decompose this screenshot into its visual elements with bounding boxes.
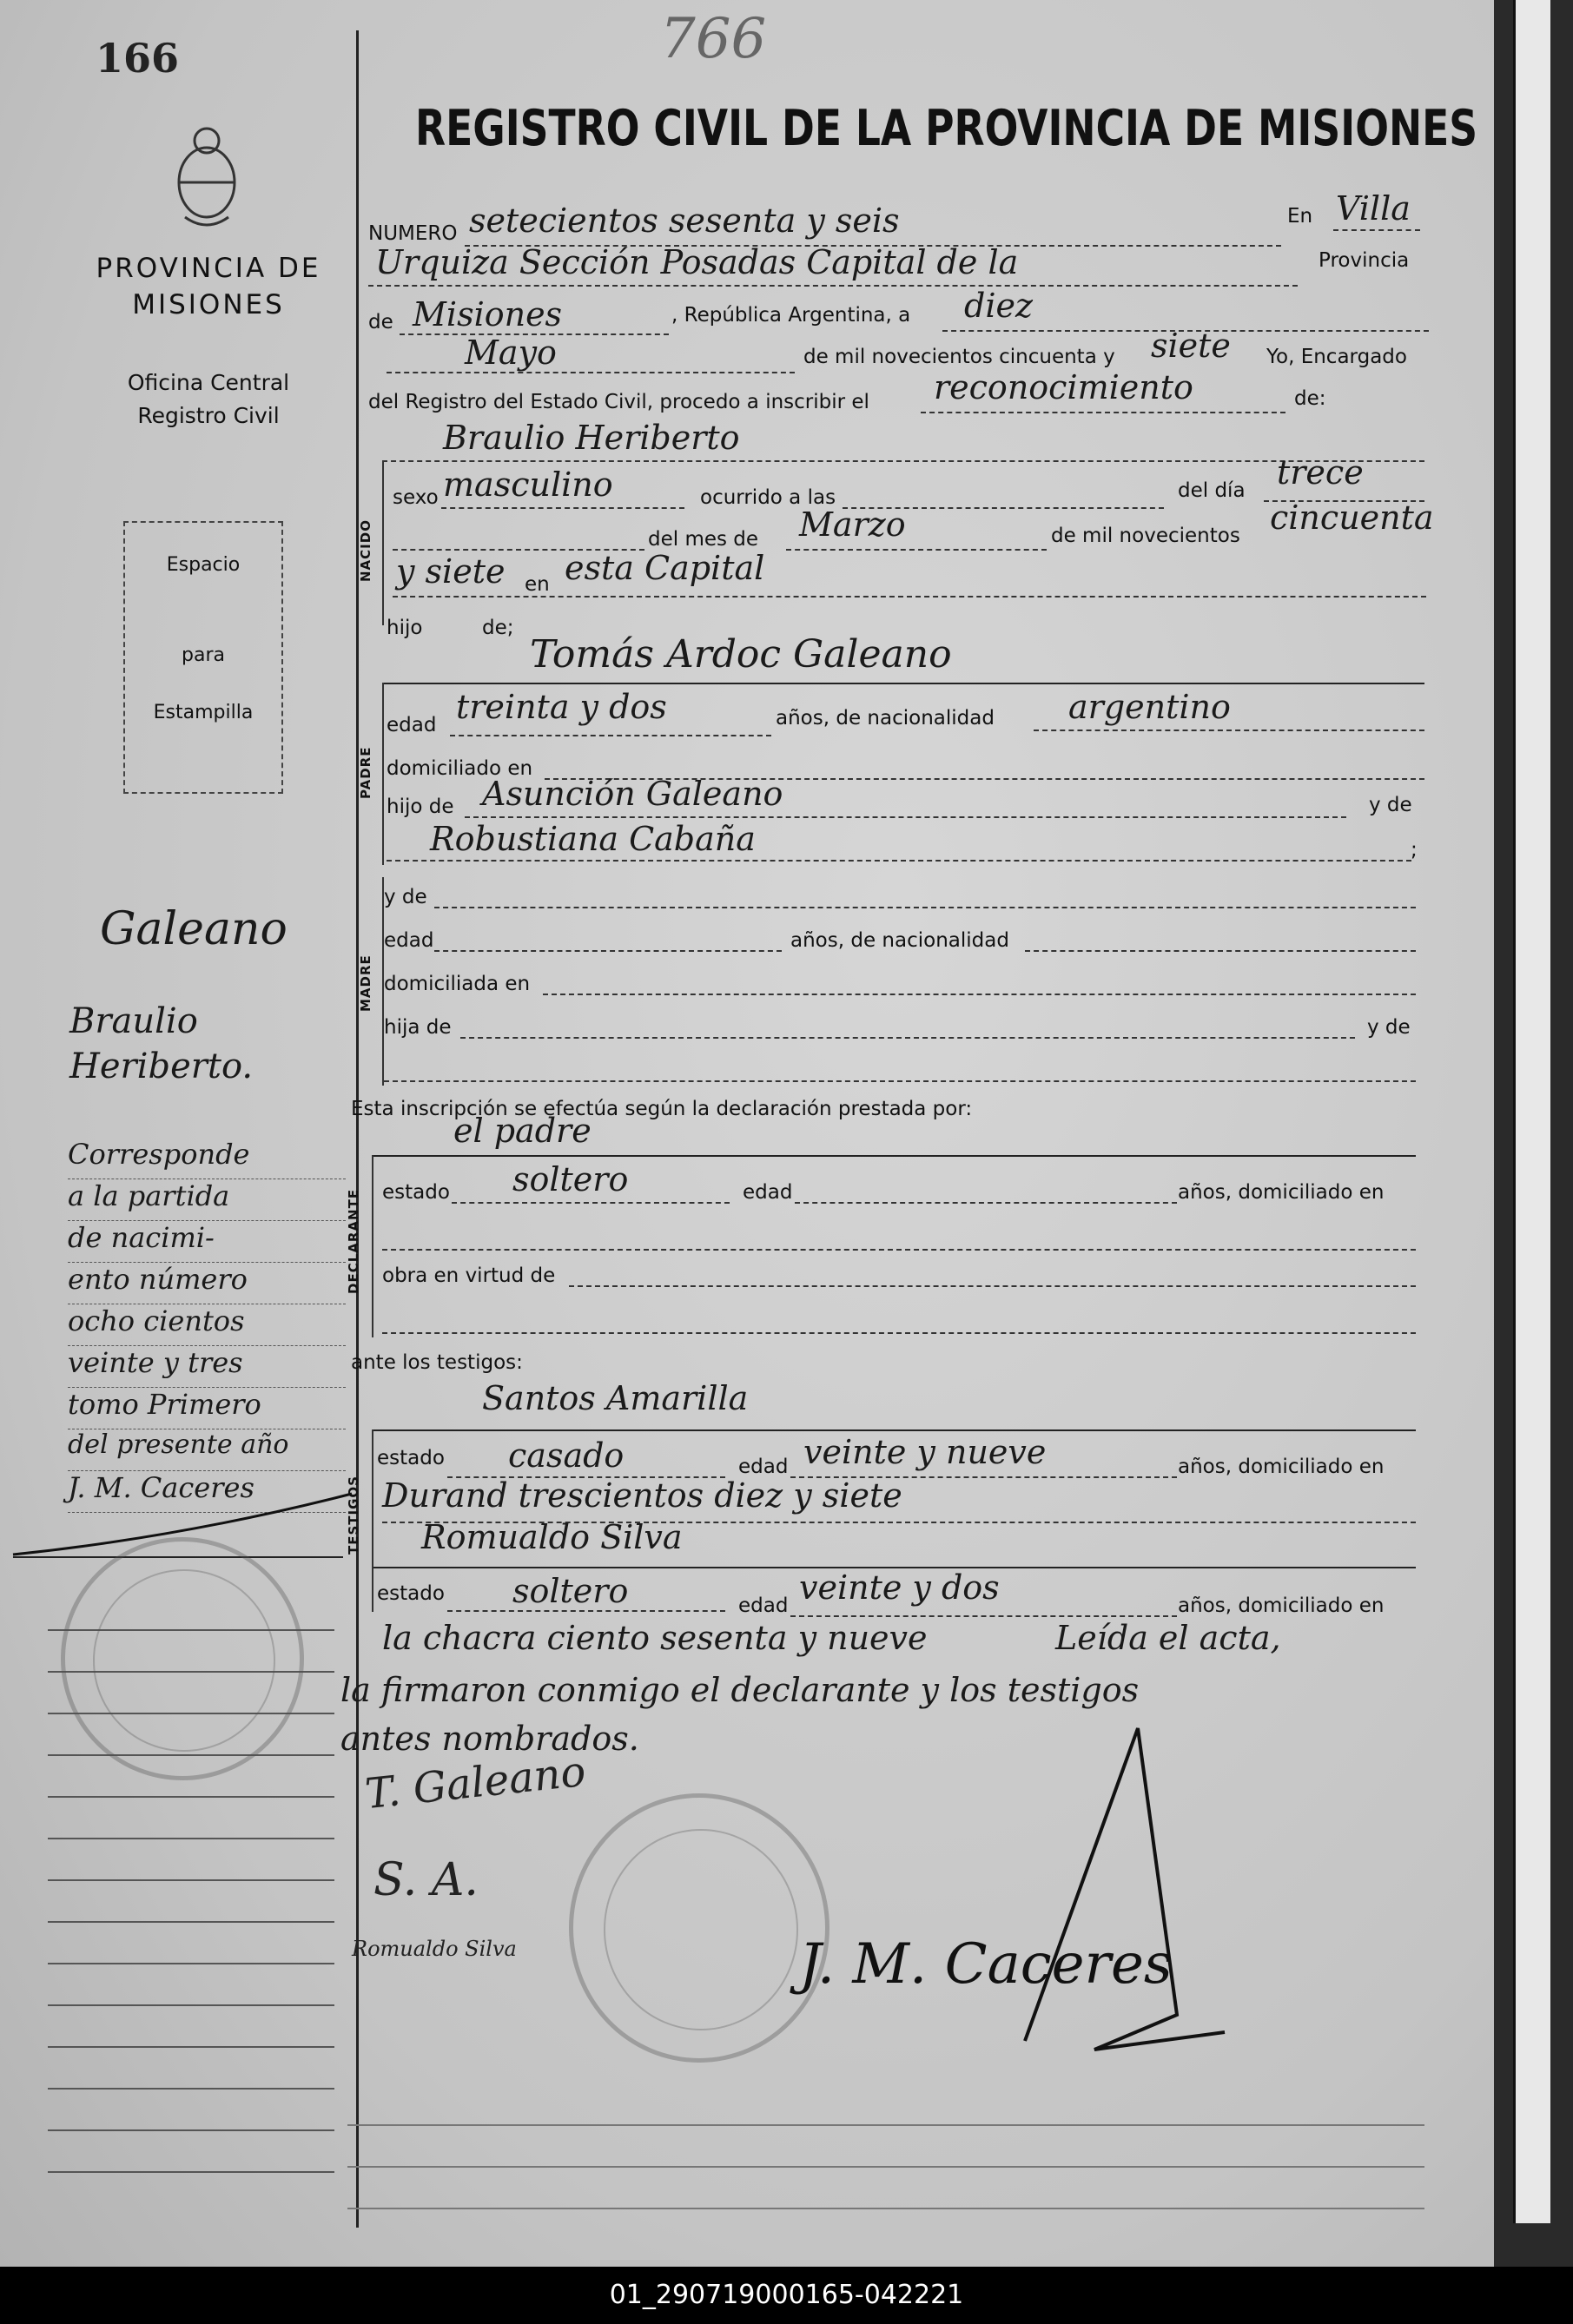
- testigo-1-edad-label: edad: [738, 1456, 789, 1478]
- official-seal-left: [61, 1537, 304, 1780]
- field-line: [382, 1249, 1416, 1251]
- field-line: [387, 860, 1411, 862]
- act-value: reconocimiento: [934, 368, 1193, 406]
- closing-text-3: antes nombrados.: [340, 1720, 639, 1758]
- field-line: [434, 950, 782, 952]
- madre-edad-label: edad: [384, 929, 434, 952]
- madre-y-de-2-label: y de: [1367, 1016, 1411, 1039]
- field-line: [368, 285, 1298, 287]
- witness-2-name: Romualdo Silva: [421, 1518, 683, 1556]
- paternal-grandmother-value: Robustiana Cabaña: [430, 820, 756, 858]
- sidebar-note-line: Corresponde: [68, 1138, 346, 1179]
- section-bracket: [382, 460, 384, 625]
- witness-2-status: soltero: [512, 1572, 629, 1610]
- field-line: [543, 994, 1416, 995]
- sexo-label: sexo: [393, 486, 439, 509]
- field-line: [460, 1037, 1355, 1039]
- sex-value: masculino: [443, 465, 613, 504]
- madre-nacionalidad-label: años, de nacionalidad: [790, 929, 1009, 952]
- child-name: Braulio Heriberto: [443, 419, 740, 457]
- field-line: [790, 1615, 1177, 1617]
- republica-label: , República Argentina, a: [671, 304, 911, 327]
- ocurrido-label: ocurrido a las: [700, 486, 836, 509]
- provincia-label: Provincia: [1319, 249, 1410, 272]
- signature-flourish-icon: [990, 1720, 1242, 2067]
- en-lugar-label: en: [525, 573, 550, 596]
- section-bracket: [372, 1155, 373, 1337]
- declarant-status-value: soltero: [512, 1160, 629, 1198]
- field-line: [434, 907, 1416, 908]
- place-value: Urquiza Sección Posadas Capital de la: [375, 243, 1019, 281]
- margin-line: [356, 30, 359, 2228]
- section-label-padre: PADRE: [358, 746, 373, 799]
- father-age-value: treinta y dos: [456, 688, 667, 726]
- sidebar-given-name: Braulio Heriberto.: [69, 1001, 254, 1086]
- field-line: [382, 683, 1424, 684]
- stamp-box-line-2: para: [182, 644, 225, 666]
- testigo-2-edad-label: edad: [738, 1594, 789, 1617]
- de-label: de: [368, 311, 393, 333]
- sidebar-note: [68, 1138, 346, 1513]
- testigo-1-estado-label: estado: [377, 1447, 445, 1469]
- stamp-box: [123, 521, 283, 794]
- closing-text-2: la firmaron conmigo el declarante y los testigos: [340, 1671, 1140, 1709]
- witness-1-status: casado: [508, 1436, 625, 1475]
- witness-1-name: Santos Amarilla: [482, 1379, 749, 1417]
- field-line: [393, 596, 1426, 598]
- obra-label: obra en virtud de: [382, 1264, 556, 1287]
- month-value: Mayo: [465, 333, 557, 372]
- field-line: [382, 460, 1424, 462]
- field-line: [1025, 950, 1416, 952]
- yo-label: Yo, Encargado: [1266, 346, 1407, 368]
- domiciliado-label: domiciliado en: [387, 757, 533, 780]
- birth-month-value: Marzo: [799, 505, 906, 544]
- en-label: En: [1287, 205, 1313, 228]
- paternal-grandfather-value: Asunción Galeano: [482, 775, 783, 813]
- registro-label: del Registro del Estado Civil, procedo a inscribir el: [368, 391, 869, 413]
- mes-label: del mes de: [648, 528, 759, 551]
- field-line: [1034, 730, 1424, 731]
- witness-2-address: la chacra ciento sesenta y nueve: [382, 1619, 928, 1657]
- field-line: [373, 1155, 1416, 1157]
- office-name: Oficina Central Registro Civil: [127, 370, 290, 428]
- testigo-2-estado-label: estado: [377, 1582, 445, 1605]
- numero-value: setecientos sesenta y seis: [469, 201, 900, 240]
- birth-day-value: trece: [1277, 453, 1364, 492]
- signature-ruled-lines: [347, 2084, 1424, 2215]
- section-bracket: [372, 1429, 373, 1612]
- field-line: [387, 372, 795, 373]
- father-name: Tomás Ardoc Galeano: [530, 632, 952, 677]
- testigo-2-anios-label: años, domiciliado en: [1178, 1594, 1385, 1617]
- section-label-nacido: NACIDO: [358, 519, 373, 582]
- section-label-declarante: DECLARANTE: [346, 1188, 361, 1294]
- birth-year-continued: y siete: [396, 552, 506, 591]
- archive-reference: 766: [660, 7, 767, 71]
- dia-label: del día: [1178, 479, 1246, 502]
- birth-year-value: cincuenta: [1270, 498, 1434, 537]
- coat-of-arms-icon: [168, 122, 246, 234]
- closing-text-1: Leída el acta,: [1055, 1619, 1281, 1657]
- declarante-estado-label: estado: [382, 1181, 450, 1204]
- declarante-anios-label: años, domiciliado en: [1178, 1181, 1385, 1204]
- next-page-edge: [1513, 0, 1550, 2223]
- page-number: 166: [96, 35, 180, 82]
- field-line: [1333, 229, 1420, 231]
- witnesses-intro: ante los testigos:: [351, 1351, 523, 1374]
- de-colon-label: de:: [1294, 387, 1326, 410]
- field-line: [786, 549, 1047, 551]
- witness-1-address: Durand trescientos diez y siete: [382, 1476, 902, 1515]
- field-line: [569, 1285, 1416, 1287]
- witness-2-age: veinte y dos: [799, 1568, 1000, 1607]
- sidebar-note-line: de nacimi-: [68, 1221, 346, 1263]
- field-line: [465, 816, 1346, 818]
- field-line: [447, 1610, 725, 1612]
- sidebar-note-line: tomo Primero: [68, 1388, 346, 1429]
- sidebar-surname: Galeano: [100, 903, 288, 955]
- sidebar-flourish-icon: [9, 1476, 356, 1563]
- stamp-box-line-1: Espacio: [166, 554, 241, 576]
- sidebar-note-line: ento número: [68, 1263, 346, 1304]
- field-line: [450, 735, 771, 736]
- official-seal-center: [569, 1793, 829, 2063]
- field-line: [384, 1080, 1416, 1082]
- signature-registrar: J. M. Caceres: [799, 1932, 1173, 1997]
- hija-de-label: hija de: [384, 1016, 452, 1039]
- hijo-de-label: hijo de: [387, 796, 454, 818]
- section-label-madre: MADRE: [358, 954, 373, 1012]
- father-nationality-value: argentino: [1068, 688, 1231, 726]
- mil-label: de mil novecientos cincuenta y: [803, 346, 1115, 368]
- section-bracket: [382, 683, 384, 865]
- domiciliada-label: domiciliada en: [384, 973, 531, 995]
- sidebar-note-line: ocho cientos: [68, 1304, 346, 1346]
- sidebar-note-line: a la partida: [68, 1179, 346, 1221]
- birth-place-value: esta Capital: [565, 549, 765, 587]
- numero-label: NUMERO: [368, 222, 458, 245]
- day-value: diez: [964, 287, 1033, 325]
- signature-witness-2: Romualdo Silva: [352, 1937, 517, 1961]
- field-line: [441, 507, 684, 509]
- testigo-1-anios-label: años, domiciliado en: [1178, 1456, 1385, 1478]
- witness-1-age: veinte y nueve: [803, 1433, 1047, 1471]
- signature-witness-1: S. A.: [373, 1854, 479, 1906]
- declarant-value: el padre: [453, 1112, 592, 1150]
- nacionalidad-label: años, de nacionalidad: [776, 707, 995, 730]
- year-value: siete: [1151, 327, 1231, 365]
- sidebar-note-line: veinte y tres: [68, 1346, 346, 1388]
- page-title: REGISTRO CIVIL DE LA PROVINCIA DE MISIONES: [415, 100, 1478, 157]
- mil-novecientos-label: de mil novecientos: [1051, 525, 1240, 547]
- field-line: [382, 1332, 1416, 1334]
- y-de-label: y de: [1369, 794, 1412, 816]
- footer-image-id: 01_290719000165-042221: [0, 2267, 1573, 2324]
- semicolon: ;: [1411, 839, 1418, 862]
- section-label-testigos: TESTIGOS: [346, 1476, 361, 1555]
- field-line: [373, 1429, 1416, 1431]
- declaration-intro: Esta inscripción se efectúa según la declaración prestada por:: [351, 1098, 973, 1120]
- field-line: [795, 1202, 1177, 1204]
- book-edge: [1494, 0, 1573, 2267]
- madre-y-de-label: y de: [384, 886, 427, 908]
- signature-declarant: T. Galeano: [362, 1746, 588, 1819]
- hijo-label: hijo: [387, 617, 423, 639]
- declarante-edad-label: edad: [743, 1181, 793, 1204]
- province-name: PROVINCIA DE MISIONES: [96, 253, 321, 320]
- field-line: [921, 412, 1285, 413]
- sidebar-note-line: J. M. Caceres: [68, 1471, 346, 1513]
- stamp-box-line-3: Estampilla: [153, 702, 254, 723]
- edad-label: edad: [387, 714, 437, 736]
- province-value: Misiones: [413, 295, 563, 333]
- field-line: [452, 1202, 730, 1204]
- en-value: Villa: [1336, 189, 1411, 228]
- hijo-de-label: de;: [482, 617, 514, 639]
- sidebar-note-line: del presente año: [68, 1429, 346, 1471]
